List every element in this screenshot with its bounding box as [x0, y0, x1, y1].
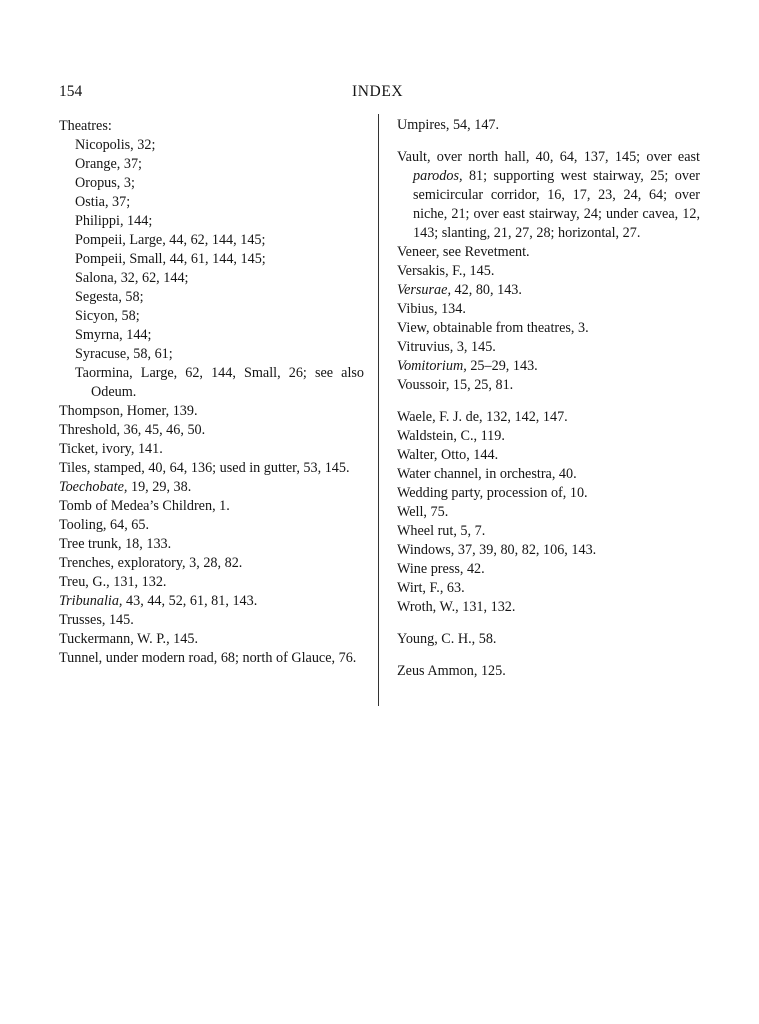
index-entry: [397, 148, 700, 243]
entry-text: Well, 75.: [397, 504, 449, 520]
index-entry: [397, 319, 700, 338]
entry-text: Young, C. H., 58.: [397, 631, 497, 647]
index-entry: [59, 554, 364, 573]
entry-text: Waele, F. J. de, 132, 142, 147.: [397, 409, 568, 425]
entry-text: Salona, 32, 62, 144;: [75, 270, 189, 286]
column-divider: [378, 114, 379, 706]
index-entry: [59, 231, 364, 250]
index-entry: [59, 364, 364, 402]
page-number: 154: [59, 83, 83, 100]
index-entry: [59, 193, 364, 212]
index-entry: [397, 408, 700, 427]
index-entry: [59, 326, 364, 345]
entry-text: Oropus, 3;: [75, 175, 135, 191]
entry-text: Veneer, see Revetment.: [397, 244, 530, 260]
index-entry: [397, 541, 700, 560]
index-entry: [59, 440, 364, 459]
index-entry: [59, 174, 364, 193]
index-entry: [59, 250, 364, 269]
entry-text: Vault, over north hall, 40, 64, 137, 145; over east: [397, 149, 700, 165]
index-entry: [59, 402, 364, 421]
entry-text: Umpires, 54, 147.: [397, 117, 500, 133]
entry-text: Vibius, 134.: [397, 301, 466, 317]
index-entry: [397, 579, 700, 598]
index-entry: [59, 288, 364, 307]
index-entry: [397, 446, 700, 465]
index-entry: [59, 535, 364, 554]
index-entry: [397, 503, 700, 522]
entry-text: Walter, Otto, 144.: [397, 447, 499, 463]
entry-text: Tunnel, under modern road, 68; north of Glauce, 76.: [59, 650, 357, 666]
entry-text: Tooling, 64, 65.: [59, 517, 150, 533]
entry-text: Segesta, 58;: [75, 289, 144, 305]
index-entry: [397, 338, 700, 357]
entry-text: Trenches, exploratory, 3, 28, 82.: [59, 555, 243, 571]
index-entry: [397, 262, 700, 281]
index-entry: [59, 155, 364, 174]
index-column-right: [397, 116, 700, 681]
entry-text: Versakis, F., 145.: [397, 263, 495, 279]
index-entry: [59, 478, 364, 497]
index-entry: [59, 307, 364, 326]
entry-italic-term: Vomitorium,: [397, 358, 467, 374]
entry-text: Trusses, 145.: [59, 612, 134, 628]
entry-text: 43, 44, 52, 61, 81, 143.: [122, 593, 258, 609]
index-entry: [59, 136, 364, 155]
page-title: INDEX: [352, 83, 404, 100]
entry-text: Thompson, Homer, 139.: [59, 403, 198, 419]
index-entry: [397, 376, 700, 395]
entry-italic-term: parodos,: [413, 168, 463, 184]
index-entry: [59, 592, 364, 611]
entry-text: Tiles, stamped, 40, 64, 136; used in gutter, 53, 145.: [59, 460, 350, 476]
index-entry: [397, 357, 700, 376]
index-entry: [397, 281, 700, 300]
index-entry: [397, 560, 700, 579]
entry-text: Pompeii, Small, 44, 61, 144, 145;: [75, 251, 266, 267]
index-entry: [59, 269, 364, 288]
index-entry: [59, 649, 364, 668]
entry-italic-term: Tribunalia,: [59, 593, 123, 609]
entry-text: Syracuse, 58, 61;: [75, 346, 173, 362]
entry-text: Tomb of Medea’s Children, 1.: [59, 498, 230, 514]
entry-text: Theatres:: [59, 118, 112, 134]
index-entry: [59, 497, 364, 516]
index-entry: [397, 598, 700, 617]
index-entry: [59, 212, 364, 231]
entry-text: 25–29, 143.: [466, 358, 538, 374]
index-entry: [59, 611, 364, 630]
entry-text: Wirt, F., 63.: [397, 580, 465, 596]
index-entry: [59, 421, 364, 440]
entry-text: View, obtainable from theatres, 3.: [397, 320, 589, 336]
entry-text: Waldstein, C., 119.: [397, 428, 505, 444]
entry-text: 19, 29, 38.: [127, 479, 192, 495]
entry-text: Ticket, ivory, 141.: [59, 441, 163, 457]
entry-text: Threshold, 36, 45, 46, 50.: [59, 422, 206, 438]
index-entry: [59, 573, 364, 592]
entry-text: Wroth, W., 131, 132.: [397, 599, 516, 615]
entry-text: Pompeii, Large, 44, 62, 144, 145;: [75, 232, 266, 248]
index-entry: [397, 484, 700, 503]
entry-text: Vitruvius, 3, 145.: [397, 339, 496, 355]
entry-text: Zeus Ammon, 125.: [397, 663, 506, 679]
index-column-left: [59, 117, 364, 668]
entry-text: Wedding party, procession of, 10.: [397, 485, 588, 501]
entry-text: Nicopolis, 32;: [75, 137, 156, 153]
index-entry: [397, 427, 700, 446]
index-entry: [397, 300, 700, 319]
index-entry: [397, 630, 700, 649]
entry-text: Smyrna, 144;: [75, 327, 152, 343]
entry-text: Tree trunk, 18, 133.: [59, 536, 172, 552]
index-entry: [397, 116, 700, 135]
entry-italic-term: Versurae,: [397, 282, 451, 298]
entry-text: Tuckermann, W. P., 145.: [59, 631, 198, 647]
index-entry: [59, 345, 364, 364]
entry-text: Wheel rut, 5, 7.: [397, 523, 486, 539]
index-entry: [397, 465, 700, 484]
index-entry: [397, 662, 700, 681]
entry-text: Water channel, in orchestra, 40.: [397, 466, 577, 482]
entry-text: Voussoir, 15, 25, 81.: [397, 377, 514, 393]
index-entry: [59, 630, 364, 649]
index-entry: [397, 522, 700, 541]
entry-text: Orange, 37;: [75, 156, 142, 172]
entry-text: Philippi, 144;: [75, 213, 153, 229]
entry-text: Taormina, Large, 62, 144, Small, 26; see also Odeum.: [75, 365, 364, 400]
entry-text: Treu, G., 131, 132.: [59, 574, 167, 590]
entry-text: Windows, 37, 39, 80, 82, 106, 143.: [397, 542, 597, 558]
entry-text: Sicyon, 58;: [75, 308, 140, 324]
entry-text: Ostia, 37;: [75, 194, 131, 210]
index-entry: [397, 243, 700, 262]
entry-italic-term: Toechobate,: [59, 479, 128, 495]
index-entry: [59, 459, 364, 478]
index-entry: [59, 516, 364, 535]
entry-text: 81; supporting west stairway, 25; over semicircular corridor, 16, 17, 23, 24, 64; over niche, 21; over east stairway, 24; under cavea, 12, 143; slanting, 21, 27, 28; horizontal, 27.: [413, 168, 700, 241]
entry-text: Wine press, 42.: [397, 561, 485, 577]
index-entry: [59, 117, 364, 136]
entry-text: 42, 80, 143.: [451, 282, 522, 298]
